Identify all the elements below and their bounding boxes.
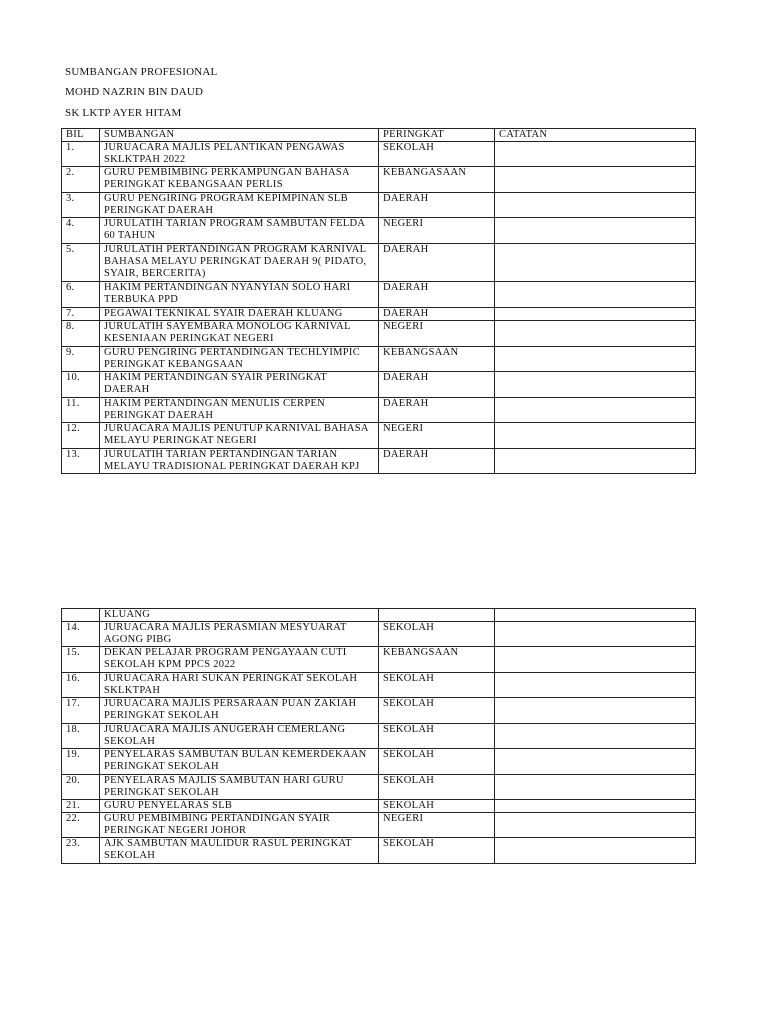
cell-bil: 18. <box>62 724 100 749</box>
table-row <box>62 142 696 167</box>
table-row <box>62 244 696 282</box>
cell-peringkat: NEGERI <box>379 423 495 449</box>
cell-peringkat <box>379 609 495 622</box>
cell-bil: 7. <box>62 308 100 321</box>
cell-peringkat: NEGERI <box>379 321 495 347</box>
cell-sumbangan: PENYELARAS SAMBUTAN BULAN KEMERDEKAAN PERINGKAT SEKOLAH <box>100 749 379 775</box>
cell-bil: 23. <box>62 838 100 864</box>
cell-peringkat: SEKOLAH <box>379 800 495 813</box>
cell-sumbangan: JURUACARA MAJLIS PENUTUP KARNIVAL BAHASA MELAYU PERINGKAT NEGERI <box>100 423 379 449</box>
cell-catatan <box>495 193 696 218</box>
cell-sumbangan: JURULATIH TARIAN PERTANDINGAN TARIAN MELAYU TRADISIONAL PERINGKAT DAERAH KPJ <box>100 449 379 474</box>
table-row <box>62 698 696 724</box>
cell-catatan <box>495 673 696 698</box>
cell-catatan <box>495 813 696 838</box>
cell-sumbangan: HAKIM PERTANDINGAN MENULIS CERPEN PERINGKAT DAERAH <box>100 398 379 423</box>
cell-bil: 20. <box>62 775 100 800</box>
cell-bil: 11. <box>62 398 100 423</box>
table-row <box>62 838 696 864</box>
cell-peringkat: KEBANGSAAN <box>379 347 495 372</box>
cell-sumbangan: JURUACARA HARI SUKAN PERINGKAT SEKOLAH SKLKTPAH <box>100 673 379 698</box>
table-row <box>62 673 696 698</box>
table-row <box>62 167 696 193</box>
cell-sumbangan: JURUACARA MAJLIS PERSARAAN PUAN ZAKIAH PERINGKAT SEKOLAH <box>100 698 379 724</box>
table-row <box>62 609 696 622</box>
teacher-name: MOHD NAZRIN BIN DAUD <box>65 86 204 98</box>
cell-catatan <box>495 838 696 864</box>
cell-bil: 6. <box>62 282 100 308</box>
table-row <box>62 800 696 813</box>
cell-bil: 12. <box>62 423 100 449</box>
cell-bil: 3. <box>62 193 100 218</box>
cell-peringkat: DAERAH <box>379 282 495 308</box>
cell-peringkat: DAERAH <box>379 244 495 282</box>
cell-sumbangan: HAKIM PERTANDINGAN SYAIR PERINGKAT DAERAH <box>100 372 379 398</box>
cell-peringkat: SEKOLAH <box>379 622 495 647</box>
cell-catatan <box>495 724 696 749</box>
cell-catatan <box>495 800 696 813</box>
column-header-catatan: CATATAN <box>495 129 696 142</box>
cell-sumbangan: JURUACARA MAJLIS PELANTIKAN PENGAWAS SKLKTPAH 2022 <box>100 142 379 167</box>
cell-bil: 21. <box>62 800 100 813</box>
cell-catatan <box>495 449 696 474</box>
table-row <box>62 193 696 218</box>
table-row <box>62 372 696 398</box>
cell-bil: 13. <box>62 449 100 474</box>
cell-catatan <box>495 609 696 622</box>
cell-sumbangan: AJK SAMBUTAN MAULIDUR RASUL PERINGKAT SEKOLAH <box>100 838 379 864</box>
cell-catatan <box>495 775 696 800</box>
column-header-sumbangan: SUMBANGAN <box>100 129 379 142</box>
cell-peringkat: SEKOLAH <box>379 673 495 698</box>
cell-sumbangan: PEGAWAI TEKNIKAL SYAIR DAERAH KLUANG <box>100 308 379 321</box>
table-row <box>62 398 696 423</box>
cell-peringkat: KEBANGASAAN <box>379 167 495 193</box>
cell-sumbangan: GURU PEMBIMBING PERKAMPUNGAN BAHASA PERINGKAT KEBANGSAAN PERLIS <box>100 167 379 193</box>
cell-bil: 5. <box>62 244 100 282</box>
cell-bil: 16. <box>62 673 100 698</box>
cell-bil: 9. <box>62 347 100 372</box>
table-row <box>62 282 696 308</box>
cell-catatan <box>495 244 696 282</box>
table-row <box>62 724 696 749</box>
cell-bil: 14. <box>62 622 100 647</box>
cell-catatan <box>495 622 696 647</box>
table-row <box>62 749 696 775</box>
column-header-peringkat: PERINGKAT <box>379 129 495 142</box>
table-row <box>62 622 696 647</box>
cell-catatan <box>495 321 696 347</box>
cell-bil: 4. <box>62 218 100 244</box>
cell-sumbangan: JURULATIH PERTANDINGAN PROGRAM KARNIVAL BAHASA MELAYU PERINGKAT DAERAH 9( PIDATO, SYAIR, BERCERITA) <box>100 244 379 282</box>
cell-sumbangan: GURU PENGIRING PROGRAM KEPIMPINAN SLB PERINGKAT DAERAH <box>100 193 379 218</box>
cell-bil: 19. <box>62 749 100 775</box>
cell-peringkat: SEKOLAH <box>379 724 495 749</box>
cell-sumbangan: DEKAN PELAJAR PROGRAM PENGAYAAN CUTI SEKOLAH KPM PPCS 2022 <box>100 647 379 673</box>
cell-peringkat: SEKOLAH <box>379 838 495 864</box>
cell-bil: 2. <box>62 167 100 193</box>
cell-bil: 22. <box>62 813 100 838</box>
cell-catatan <box>495 142 696 167</box>
cell-sumbangan: GURU PENYELARAS SLB <box>100 800 379 813</box>
table-row <box>62 423 696 449</box>
cell-peringkat: SEKOLAH <box>379 749 495 775</box>
document-title: SUMBANGAN PROFESIONAL <box>65 66 218 78</box>
cell-bil: 1. <box>62 142 100 167</box>
table-row <box>62 813 696 838</box>
cell-catatan <box>495 749 696 775</box>
cell-catatan <box>495 308 696 321</box>
cell-peringkat: DAERAH <box>379 308 495 321</box>
cell-peringkat: SEKOLAH <box>379 775 495 800</box>
cell-bil: 8. <box>62 321 100 347</box>
cell-catatan <box>495 218 696 244</box>
cell-sumbangan: JURULATIH SAYEMBARA MONOLOG KARNIVAL KESENIAAN PERINGKAT NEGERI <box>100 321 379 347</box>
cell-peringkat: DAERAH <box>379 449 495 474</box>
cell-bil: 15. <box>62 647 100 673</box>
cell-bil: 10. <box>62 372 100 398</box>
school-name: SK LKTP AYER HITAM <box>65 107 182 119</box>
cell-catatan <box>495 282 696 308</box>
cell-sumbangan: JURUACARA MAJLIS ANUGERAH CEMERLANG SEKOLAH <box>100 724 379 749</box>
table-row <box>62 347 696 372</box>
table-row <box>62 449 696 474</box>
cell-peringkat: SEKOLAH <box>379 698 495 724</box>
cell-peringkat: KEBANGSAAN <box>379 647 495 673</box>
cell-peringkat: DAERAH <box>379 398 495 423</box>
cell-peringkat: NEGERI <box>379 218 495 244</box>
cell-peringkat: SEKOLAH <box>379 142 495 167</box>
cell-catatan <box>495 347 696 372</box>
table-row <box>62 218 696 244</box>
column-header-bil: BIL <box>62 129 100 142</box>
table-row <box>62 775 696 800</box>
cell-catatan <box>495 372 696 398</box>
cell-sumbangan: JURUACARA MAJLIS PERASMIAN MESYUARAT AGONG PIBG <box>100 622 379 647</box>
cell-bil <box>62 609 100 622</box>
table-row <box>62 308 696 321</box>
cell-catatan <box>495 423 696 449</box>
table-header-row <box>62 129 696 142</box>
cell-peringkat: DAERAH <box>379 193 495 218</box>
cell-sumbangan: HAKIM PERTANDINGAN NYANYIAN SOLO HARI TERBUKA PPD <box>100 282 379 308</box>
table-row <box>62 647 696 673</box>
cell-catatan <box>495 698 696 724</box>
cell-catatan <box>495 398 696 423</box>
cell-peringkat: DAERAH <box>379 372 495 398</box>
cell-catatan <box>495 647 696 673</box>
contributions-table-part2 <box>61 608 696 864</box>
cell-sumbangan: GURU PENGIRING PERTANDINGAN TECHLYIMPIC PERINGKAT KEBANGSAAN <box>100 347 379 372</box>
table-row <box>62 321 696 347</box>
cell-sumbangan: JURULATIH TARIAN PROGRAM SAMBUTAN FELDA 60 TAHUN <box>100 218 379 244</box>
cell-bil: 17. <box>62 698 100 724</box>
cell-sumbangan: PENYELARAS MAJLIS SAMBUTAN HARI GURU PERINGKAT SEKOLAH <box>100 775 379 800</box>
cell-sumbangan: GURU PEMBIMBING PERTANDINGAN SYAIR PERINGKAT NEGERI JOHOR <box>100 813 379 838</box>
cell-peringkat: NEGERI <box>379 813 495 838</box>
contributions-table-part1 <box>61 128 696 474</box>
cell-sumbangan: KLUANG <box>100 609 379 622</box>
cell-catatan <box>495 167 696 193</box>
